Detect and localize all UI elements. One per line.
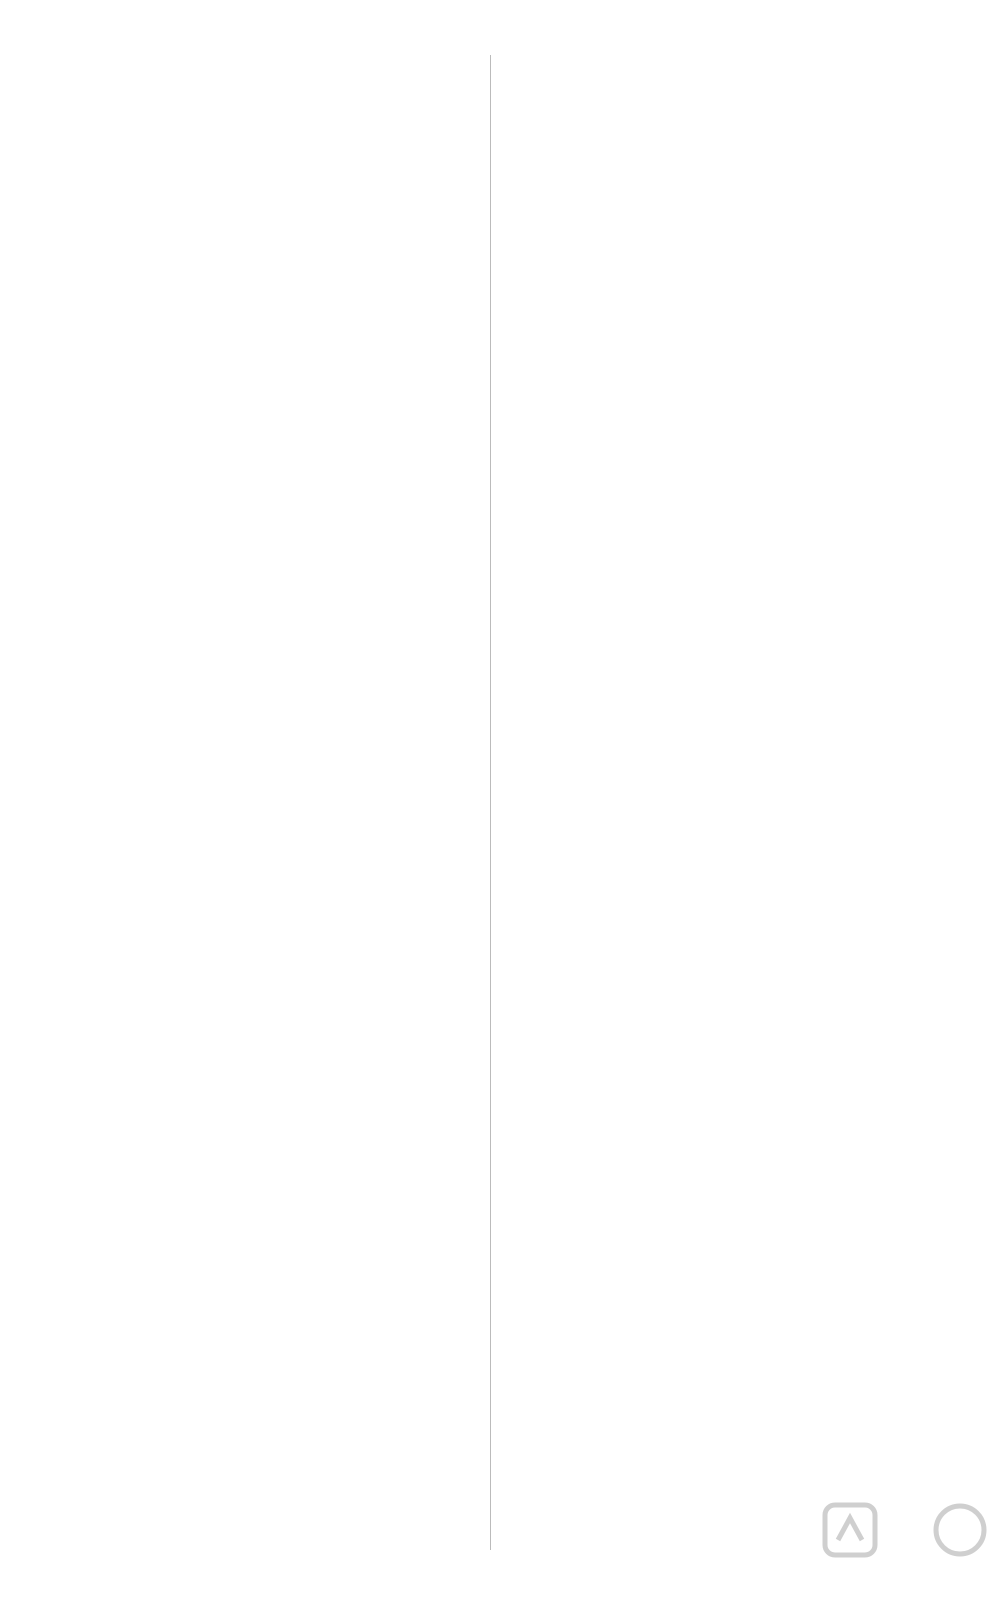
column-divider <box>490 55 491 1550</box>
watermark-logo <box>820 1500 990 1595</box>
